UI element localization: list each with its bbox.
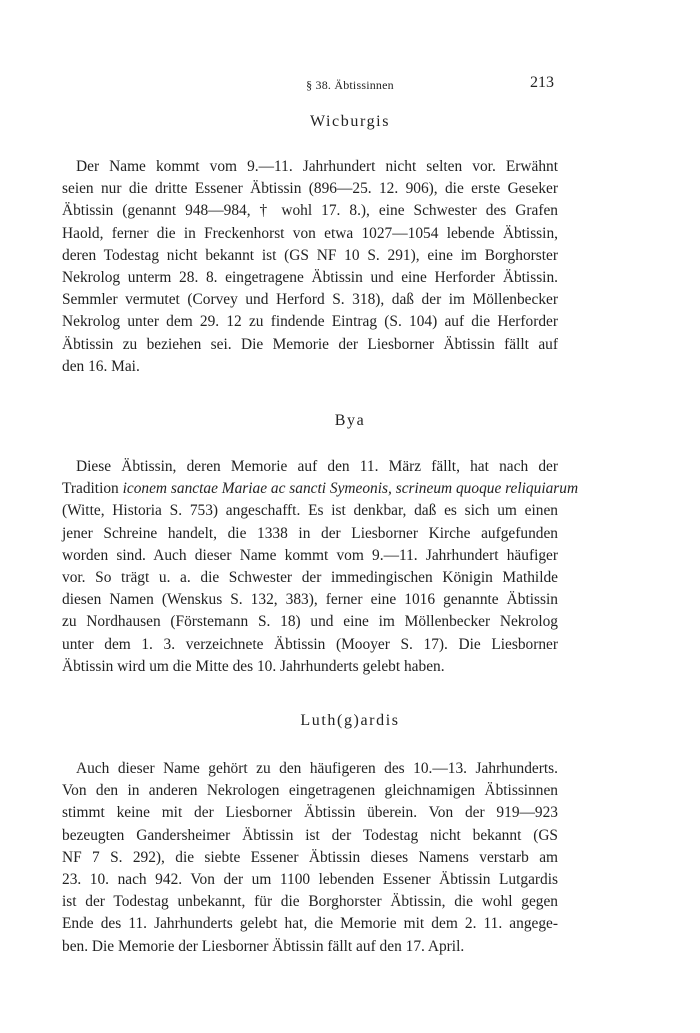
latin-quote: iconem sanctae Mariae ac sancti Symeonis, scrineum quoque reliquiarum bbox=[122, 480, 579, 498]
text-line: NF 7 S. 292), die siebte Essener Äbtissin dieses Namens verstarb am bbox=[62, 848, 558, 866]
text-line: deren Todestag nicht bekannt ist (GS NF 10 S. 291), eine im Borghorster bbox=[62, 246, 558, 264]
text-line: Diese Äbtissin, deren Memorie auf den 11. März fällt, hat nach der bbox=[76, 458, 558, 475]
text-line: diesen Namen (Wenskus S. 132, 383), ferner eine 1016 genannte Äbtissin bbox=[62, 591, 558, 609]
section-title-bya: Bya bbox=[334, 412, 366, 429]
text-line: (Witte, Historia S. 753) angeschafft. Es ist denkbar, daß es sich um einen bbox=[62, 502, 558, 520]
text-line: Haold, ferner die in Freckenhorst von etwa 1027—1054 lebende Äbtissin, bbox=[62, 224, 558, 242]
text-line: Nekrolog unterm 28. 8. eingetragene Äbtissin und eine Herforder Äbtissin. bbox=[62, 269, 558, 287]
page-number: 213 bbox=[530, 74, 554, 91]
text-line: Äbtissin zu beziehen sei. Die Memorie der Liesborner Äbtissin fällt auf bbox=[62, 335, 558, 353]
section-title-wicburgis: Wicburgis bbox=[309, 113, 391, 130]
text-fragment: Tradition bbox=[62, 480, 119, 498]
text-line: 23. 10. nach 942. Von der um 1100 lebenden Essener Äbtissin Lutgardis bbox=[62, 871, 558, 889]
text-line: Äbtissin wird um die Mitte des 10. Jahrhunderts gelebt haben. bbox=[62, 657, 445, 675]
running-head: § 38. Äbtissinnen bbox=[306, 78, 394, 92]
paragraph-wicburgis bbox=[62, 156, 558, 378]
text-line: Äbtissin (genannt 948—984, † wohl 17. 8.), eine Schwester des Grafen bbox=[62, 202, 558, 220]
text-line: ist der Todestag unbekannt, für die Borghorster Äbtissin, die wohl gegen bbox=[62, 893, 558, 911]
text-line: jener Schreine handelt, die 1338 in der Liesborner Kirche aufgefunden bbox=[62, 524, 558, 542]
text-line: ben. Die Memorie der Liesborner Äbtissin fällt auf den 17. April. bbox=[62, 937, 465, 955]
text-line: vor. So trägt u. a. die Schwester der immedingischen Königin Mathilde bbox=[62, 569, 558, 587]
text-line: Von den in anderen Nekrologen eingetragenen gleichnamigen Äbtissinnen bbox=[62, 782, 558, 800]
text-line bbox=[62, 478, 579, 500]
text-line: Ende des 11. Jahrhunderts gelebt hat, die Memorie mit dem 2. 11. angege- bbox=[62, 915, 558, 933]
text-line: unter dem 1. 3. verzeichnete Äbtissin (Mooyer S. 17). Die Liesborner bbox=[62, 635, 558, 653]
text-line: zu Nordhausen (Förstemann S. 18) und eine im Möllenbecker Nekrolog bbox=[62, 613, 558, 631]
text-line: bezeugten Gandersheimer Äbtissin ist der Todestag nicht bekannt (GS bbox=[62, 826, 558, 844]
paragraph-luthgardis bbox=[62, 758, 558, 958]
text-line: den 16. Mai. bbox=[62, 357, 140, 375]
text-line: Auch dieser Name gehört zu den häufigeren des 10.—13. Jahrhunderts. bbox=[76, 760, 558, 777]
section-title-luthgardis: Luth(g)ardis bbox=[300, 712, 400, 729]
paragraph-bya bbox=[62, 456, 579, 678]
text-line: Der Name kommt vom 9.—11. Jahrhundert nicht selten vor. Erwähnt bbox=[76, 158, 558, 175]
text-line: worden sind. Auch dieser Name kommt vom 9.—11. Jahrhundert häufiger bbox=[62, 546, 558, 564]
text-line: Semmler vermutet (Corvey und Herford S. 318), daß der im Möllenbecker bbox=[62, 291, 558, 309]
text-line: seien nur die dritte Essener Äbtissin (896—25. 12. 906), die erste Geseker bbox=[62, 180, 558, 198]
text-line: Nekrolog unter dem 29. 12 zu findende Eintrag (S. 104) auf die Herforder bbox=[62, 313, 558, 331]
text-line: stimmt keine mit der Liesborner Äbtissin überein. Von der 919—923 bbox=[62, 804, 558, 822]
